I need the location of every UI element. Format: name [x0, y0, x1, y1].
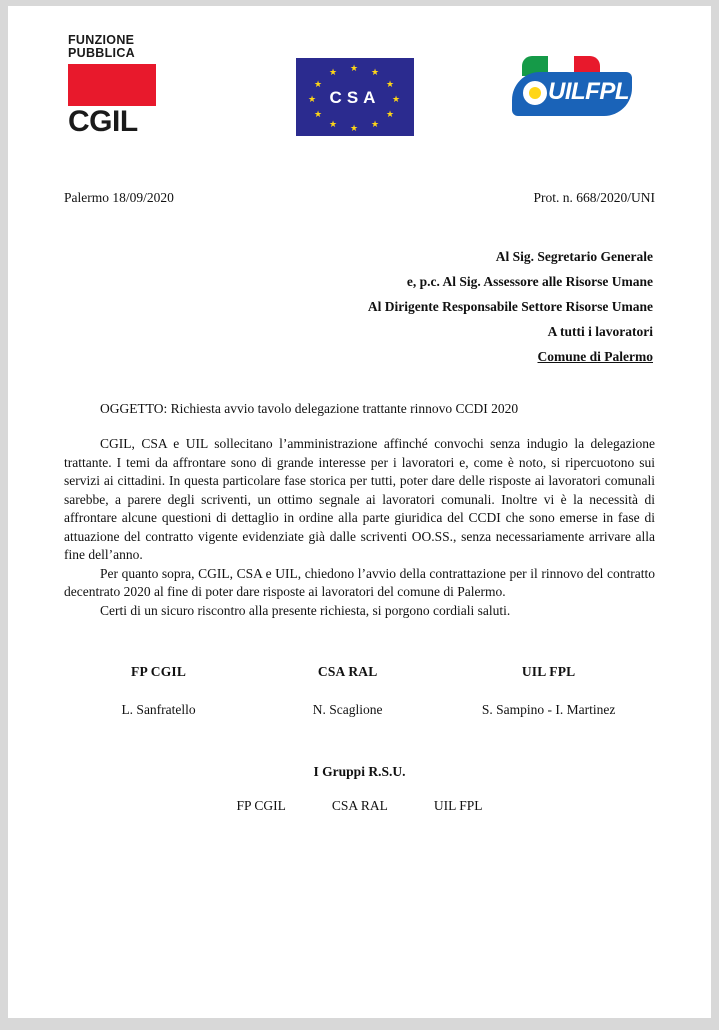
cgil-logo [68, 34, 156, 138]
csa-logo [296, 58, 414, 136]
signature-title: FP CGIL [131, 664, 187, 679]
signature-row [64, 664, 655, 718]
body-paragraph-1: CGIL, CSA e UIL sollecitano l’amministrazione affinché convochi senza indugio la delegazione trattante. I temi da affrontare sono di grande interesse per i lavoratori e, come è noto, si ripercuotono sui servizi ai cittadini. In questa particolare fase storica per tutti, poter dare delle risposte ai lavoratori comunali sarebbe, a parere degli scriventi, un ottimo segnale ai lavoratori comunali. Inoltre vi è la necessità di affrontare alcune questioni di dettaglio in ordine alla parte giuridica del CCDI che sono emerse in fase di attuazione del contratto vigente evidenziate già dalle scriventi OO.SS., senza necessariamente arrivare alla fine dell’anno. [64, 436, 655, 562]
addressee-line: e, p.c. Al Sig. Assessore alle Risorse Umane [406, 274, 653, 289]
header-meta-row [64, 190, 655, 206]
uilfpl-logo-ring-icon [520, 78, 550, 108]
cgil-logo-line1: FUNZIONE [68, 33, 135, 47]
csa-logo-wordmark: CSA [329, 88, 381, 107]
addressee-line: Al Dirigente Responsabile Settore Risorse Umane [367, 299, 653, 314]
addressee-organization: Comune di Palermo [537, 349, 653, 364]
signature-block [253, 664, 442, 718]
addressee-block [64, 244, 655, 369]
rsu-group-item: FP CGIL [236, 798, 286, 813]
protocol-number: Prot. n. 668/2020/UNI [533, 190, 655, 205]
signature-title: CSA RAL [317, 664, 378, 679]
addressee-line: A tutti i lavoratori [547, 324, 653, 339]
body-paragraph-3: Certi di un sicuro riscontro alla presente richiesta, si porgono cordiali saluti. [100, 602, 511, 618]
signature-name: S. Sampino - I. Martinez [481, 702, 616, 717]
rsu-group-item: UIL FPL [433, 798, 483, 813]
signature-block [64, 664, 253, 718]
uilfpl-logo [506, 56, 636, 128]
rsu-group-row [64, 798, 655, 814]
rsu-group-item: CSA RAL [331, 798, 388, 813]
addressee-line: Al Sig. Segretario Generale [495, 249, 653, 264]
signature-title: UIL FPL [521, 664, 576, 679]
signature-block [442, 664, 655, 718]
place-date: Palermo 18/09/2020 [64, 190, 174, 205]
signature-name: N. Scaglione [312, 702, 383, 717]
cgil-logo-wordmark: CGIL [68, 105, 138, 138]
signature-name: L. Sanfratello [121, 702, 196, 717]
uilfpl-logo-wordmark: UILFPL [548, 78, 629, 105]
logo-bar [8, 6, 711, 136]
rsu-title: I Gruppi R.S.U. [313, 764, 406, 779]
eu-stars-icon: ★ ★ ★ ★ ★ ★ ★ ★ ★ ★ ★ ★ [308, 63, 401, 133]
cgil-logo-line2: PUBBLICA [68, 46, 135, 60]
document-body [8, 190, 711, 814]
cgil-logo-red-box [68, 64, 156, 106]
body-paragraph-2: Per quanto sopra, CGIL, CSA e UIL, chiedono l’avvio della contrattazione per il rinnovo del contratto decentrato 2020 al fine di poter dare risposte ai lavoratori del comune di Palermo. [64, 565, 655, 599]
subject-line: OGGETTO: Richiesta avvio tavolo delegazione trattante rinnovo CCDI 2020 [100, 401, 519, 416]
document-page [8, 6, 711, 1018]
